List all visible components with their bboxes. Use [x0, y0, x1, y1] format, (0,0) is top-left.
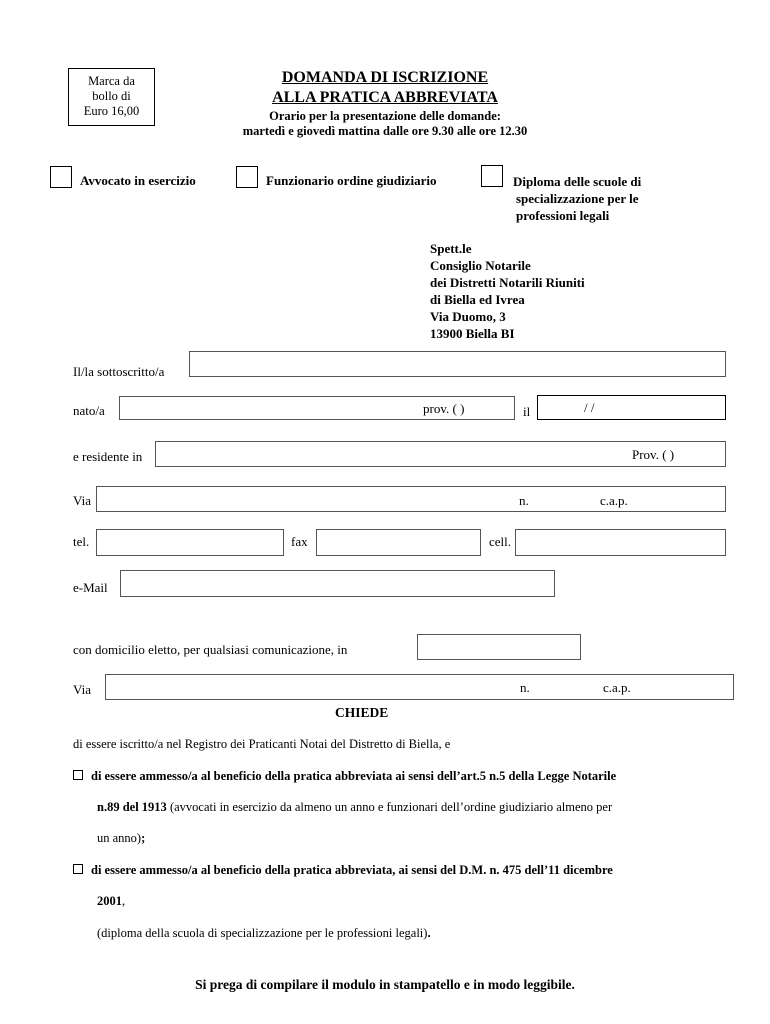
checkbox-item-2[interactable] — [73, 864, 83, 874]
stamp-line: bollo di — [92, 89, 131, 103]
email-field[interactable] — [120, 570, 555, 597]
prov-label: prov. ( ) — [423, 401, 465, 416]
request-item-1-line2 — [97, 800, 612, 815]
stamp-line: Euro 16,00 — [83, 104, 140, 118]
via-domicilio-field[interactable] — [105, 674, 734, 700]
cell-field[interactable] — [515, 529, 726, 556]
domicilio-label: con domicilio eletto, per qualsiasi comunicazione, in — [73, 642, 348, 657]
option-avvocato-label: Avvocato in esercizio — [80, 173, 196, 188]
decree-year: 2001 — [97, 894, 122, 908]
tel-field[interactable] — [96, 529, 284, 556]
request-item-2-detail: (diploma della scuola di specializzazione per le professioni legali) — [97, 926, 428, 940]
request-item-1-line3 — [97, 831, 145, 846]
via-field[interactable] — [96, 486, 726, 512]
option-funzionario-label: Funzionario ordine giudiziario — [266, 173, 437, 188]
recipient-line: di Biella ed Ivrea — [430, 292, 525, 307]
recipient-line: Via Duomo, 3 — [430, 309, 506, 324]
hours-label: Orario per la presentazione delle domande: — [269, 109, 501, 123]
intro-text: di essere iscritto/a nel Registro dei Praticanti Notai del Distretto di Biella, e — [73, 737, 451, 751]
nato-label: nato/a — [73, 403, 105, 418]
recipient-line: 13900 Biella BI — [430, 326, 515, 341]
option-diploma-label — [513, 173, 641, 224]
birth-date-field[interactable] — [537, 395, 726, 420]
footer-note: Si prega di compilare il modulo in stampatello e in modo leggibile. — [195, 977, 575, 992]
law-reference: n.89 del 1913 — [97, 800, 167, 814]
request-item-2-line2 — [97, 894, 125, 909]
domicilio-field[interactable] — [417, 634, 581, 660]
request-item-1-end: un anno) — [97, 831, 142, 845]
checkbox-diploma[interactable] — [481, 165, 503, 187]
cap-label: c.a.p. — [600, 493, 628, 508]
option-diploma-line: professioni legali — [516, 208, 610, 223]
fax-field[interactable] — [316, 529, 481, 556]
cell-label: cell. — [489, 534, 512, 549]
numero-label: n. — [519, 493, 529, 508]
punctuation: ; — [141, 831, 146, 845]
chiede-heading: CHIEDE — [335, 705, 389, 720]
via-label: Via — [73, 493, 91, 508]
date-separators: / / — [584, 400, 595, 415]
hours-detail: martedì e giovedì mattina dalle ore 9.30 alle ore 12.30 — [242, 124, 528, 138]
punctuation: . — [427, 926, 431, 940]
request-item-1-text: di essere ammesso/a al beneficio della pratica abbreviata ai sensi dell’art.5 n.5 della Legge Notarile — [91, 769, 617, 783]
request-item-1 — [73, 769, 616, 784]
option-diploma-line: Diploma delle scuole di — [513, 174, 642, 189]
numero-domicilio-label: n. — [520, 680, 530, 695]
il-label: il — [523, 404, 531, 419]
page-title: DOMANDA DI ISCRIZIONE — [281, 69, 489, 86]
stamp-line: Marca da — [88, 74, 135, 88]
sottoscritto-label: Il/la sottoscritto/a — [73, 364, 165, 379]
recipient-address — [430, 240, 585, 342]
fax-label: fax — [291, 534, 308, 549]
via-domicilio-label: Via — [73, 682, 91, 697]
request-item-2 — [73, 863, 613, 878]
recipient-line: dei Distretti Notarili Riuniti — [430, 275, 585, 290]
request-item-2-text: di essere ammesso/a al beneficio della pratica abbreviata, ai sensi del D.M. n. 475 dell’11 dicembre — [91, 863, 613, 877]
cap-domicilio-label: c.a.p. — [603, 680, 631, 695]
checkbox-item-1[interactable] — [73, 770, 83, 780]
checkbox-avvocato[interactable] — [50, 166, 72, 188]
stamp-box — [68, 68, 155, 126]
option-diploma-line: specializzazione per le — [516, 191, 639, 206]
request-item-1-detail: (avvocati in esercizio da almeno un anno e funzionari dell’ordine giudiziario almeno per — [166, 800, 613, 814]
recipient-line: Spett.le — [430, 241, 472, 256]
tel-label: tel. — [73, 534, 90, 549]
checkbox-funzionario[interactable] — [236, 166, 258, 188]
page-title-line2: ALLA PRATICA ABBREVIATA — [272, 89, 498, 106]
recipient-line: Consiglio Notarile — [430, 258, 531, 273]
residente-label: e residente in — [73, 449, 143, 464]
punctuation: , — [122, 894, 126, 908]
email-label: e-Mail — [73, 580, 108, 595]
sottoscritto-field[interactable] — [189, 351, 726, 377]
prov-residenza-label: Prov. ( ) — [632, 447, 675, 462]
request-item-2-line3 — [97, 926, 431, 941]
